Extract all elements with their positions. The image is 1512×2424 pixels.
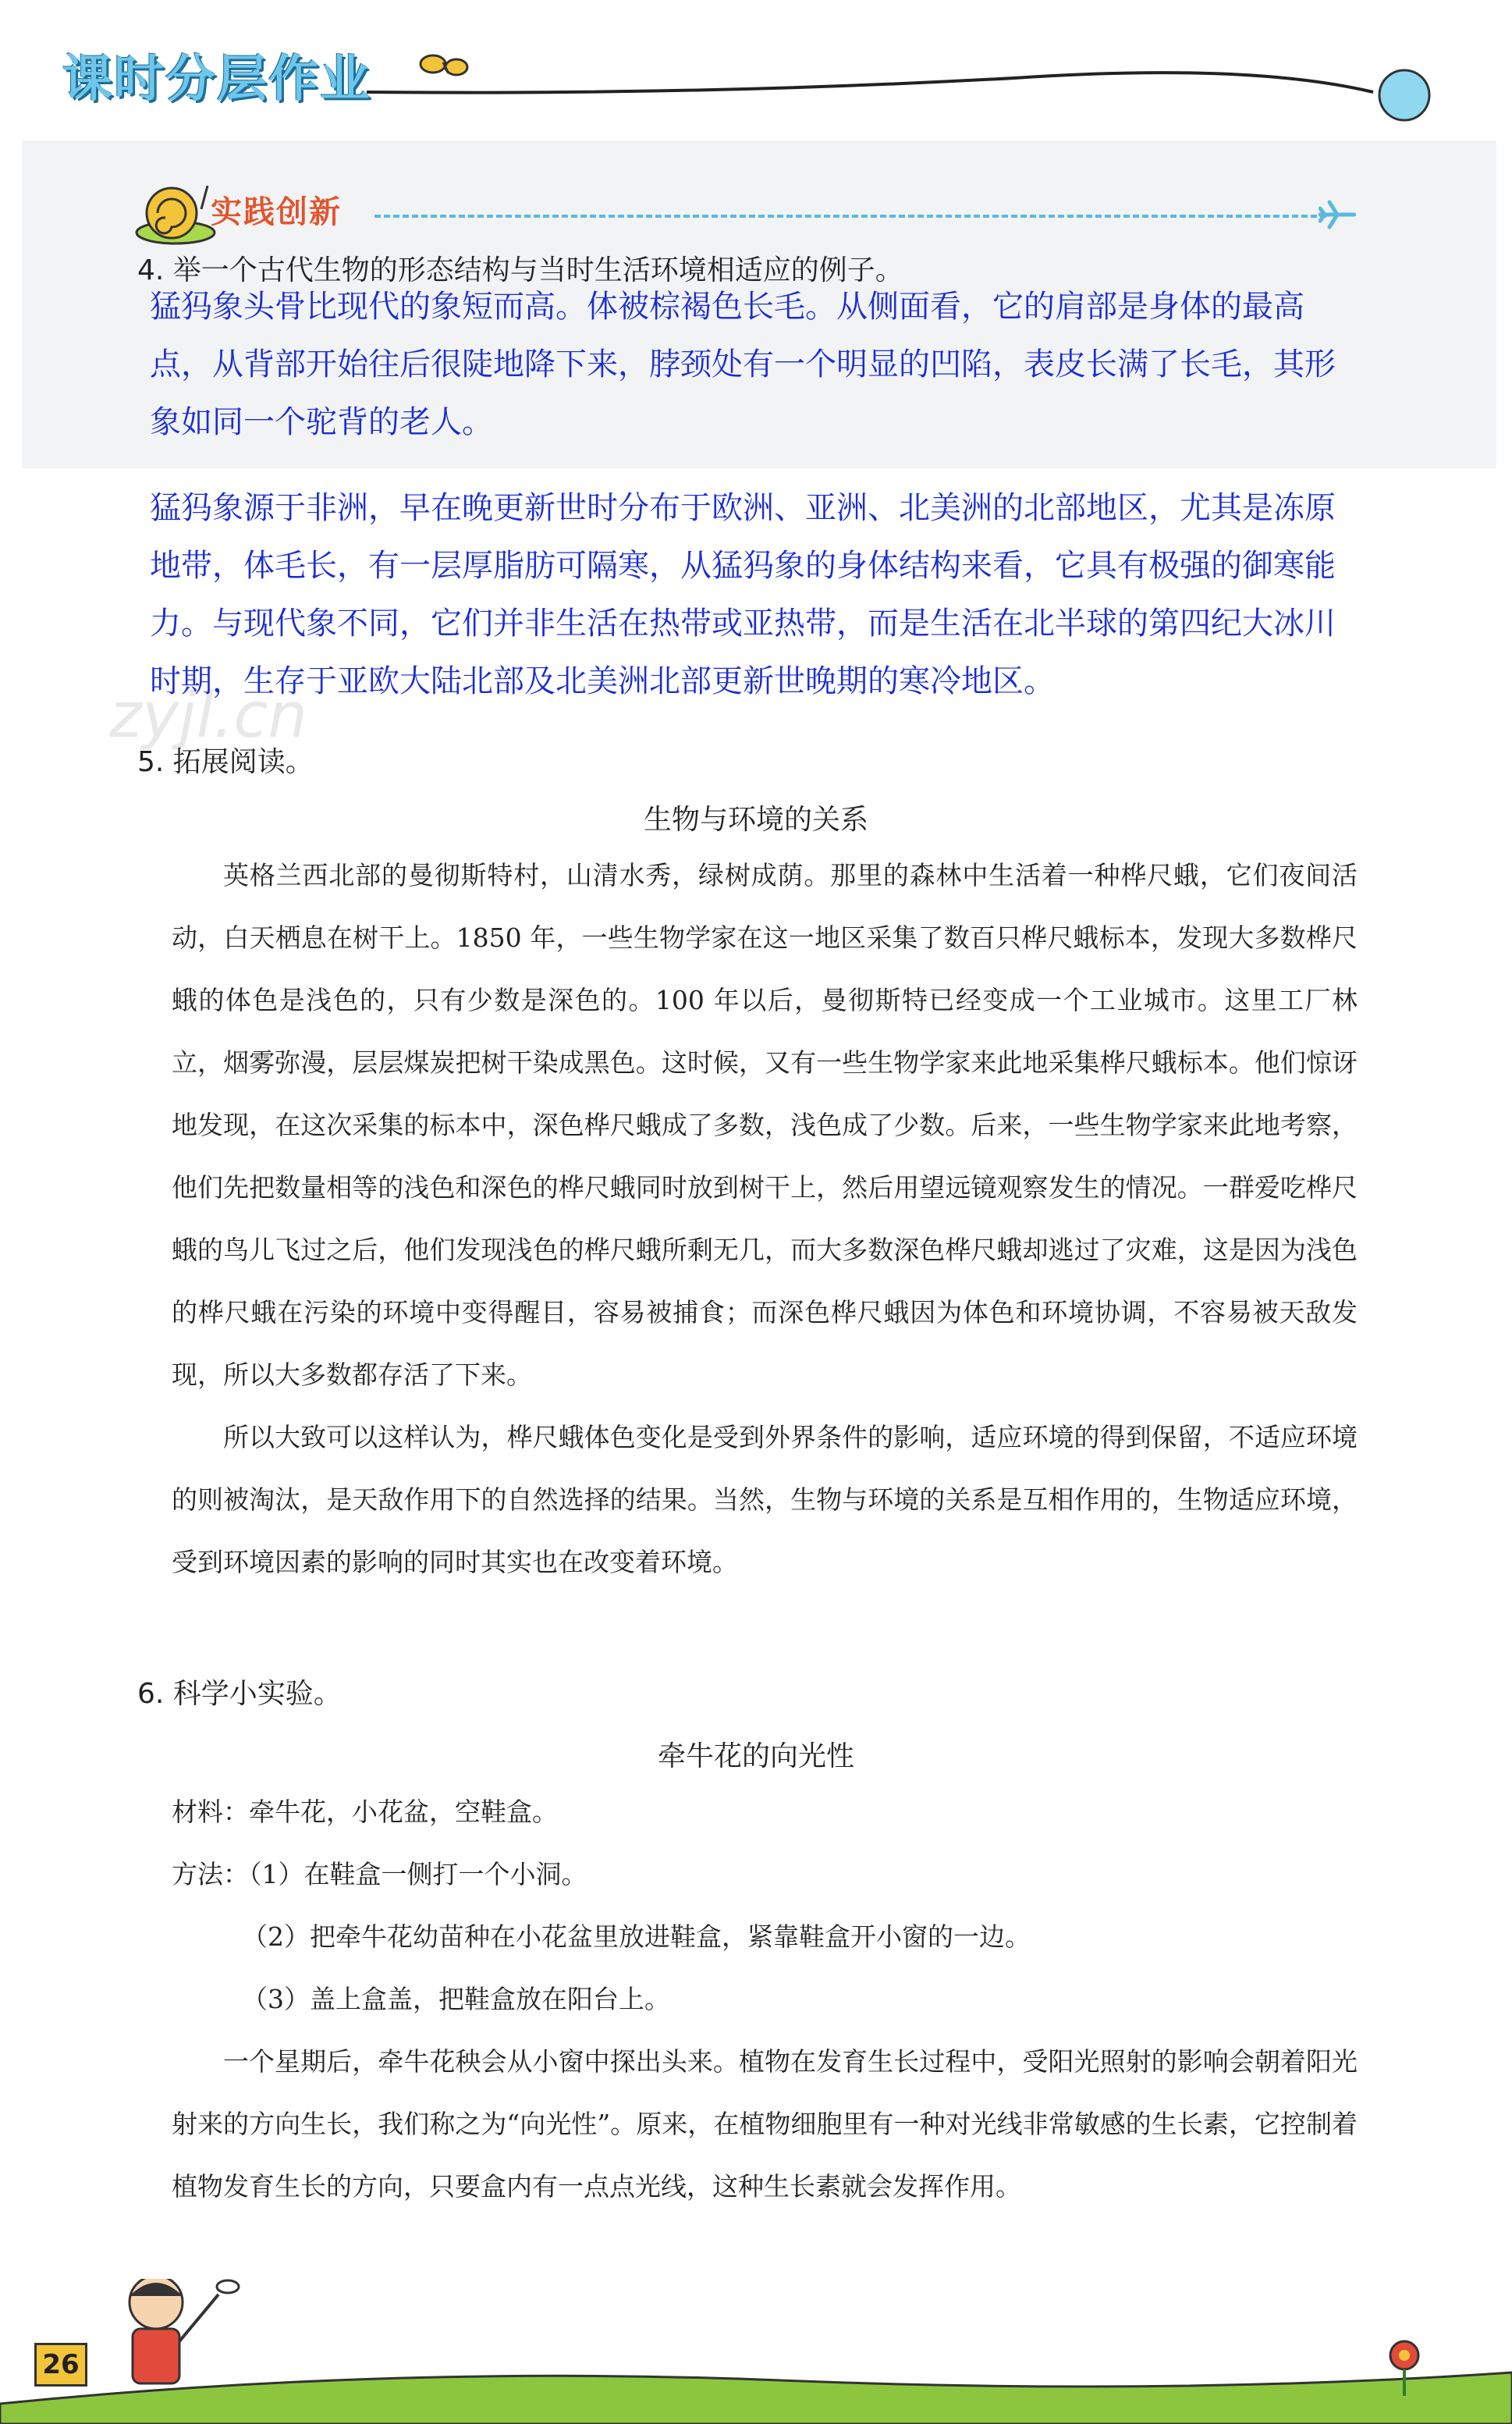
answer-4-part-1: 猛犸象头骨比现代的象短而高。体被棕褐色长毛。从侧面看，它的肩部是身体的最高点，从背部开始往后很陡地降下来，脖颈处有一个明显的凹陷，表皮长满了长毛，其形象如同一个驼背的老人。 — [150, 289, 1336, 440]
experiment-conclusion: 一个星期后，牵牛花秧会从小窗中探出头来。植物在发育生长过程中，受阳光照射的影响会朝着阳光射来的方向生长，我们称之为“向光性”。原来，在植物细胞里有一种对光线非常敏感的生长素，它控制着植物发育生长的方向，只要盒内有一点点光线，这种生长素就会发挥作用。 — [172, 2046, 1358, 2202]
footer-decoration — [0, 2279, 1512, 2424]
experiment-body — [172, 1781, 1358, 2218]
section-divider — [374, 215, 1326, 218]
experiment-method-1: 方法：（1）在鞋盒一侧打一个小洞。 — [172, 1859, 587, 1889]
butterfly-icon — [421, 55, 467, 75]
question-4: 4. 举一个古代生物的形态结构与当时生活环境相适应的例子。 — [137, 254, 903, 286]
reading-paragraph-2: 所以大致可以这样认为，桦尺蛾体色变化是受到外界条件的影响，适应环境的得到保留，不适应环境的则被淘汰，是天敌作用下的自然选择的结果。当然，生物与环境的关系是互相作用的，生物适应环境，受到环境因素的影响的同时其实也在改变着环境。 — [172, 1422, 1358, 1577]
header-title: 课时分层作业 — [62, 51, 371, 108]
watermark: zyjl.cn — [109, 679, 307, 752]
experiment-method-2: （2）把牵牛花幼苗种在小花盆里放进鞋盒，紧靠鞋盒开小窗的一边。 — [242, 1921, 1031, 1952]
reading-paragraph-1: 英格兰西北部的曼彻斯特村，山清水秀，绿树成荫。那里的森林中生活着一种桦尺蛾，它们夜间活动，白天栖息在树干上。1850 年，一些生物学家在这一地区采集了数百只桦尺蛾标本，发现大多数桦尺蛾的体色是浅色的，只有少数是深色的。100 年以后，曼彻斯特已经变成一个工业城市。这里工厂林立，烟雾弥漫，层层煤炭把树干染成黑色。这时候，又有一些生物学家来此地采集桦尺蛾标本。他们惊讶地发现，在这次采集的标本中，深色桦尺蛾成了多数，浅色成了少数。后来，一些生物学家来此地考察，他们先把数量相等的浅色和深色的桦尺蛾同时放到树干上，然后用望远镜观察发生的情况。一群爱吃桦尺蛾的鸟儿飞过之后，他们发现浅色的桦尺蛾所剩无几，而大多数深色桦尺蛾却逃过了灾难，这是因为浅色的桦尺蛾在污染的环境中变得醒目，容易被捕食；而深色桦尺蛾因为体色和环境协调，不容易被天敌发现，所以大多数都存活了下来。 — [172, 860, 1358, 1390]
boy-illustration — [130, 2279, 239, 2383]
section-label: 实践创新 — [211, 194, 342, 230]
experiment-title: 牵牛花的向光性 — [657, 1740, 854, 1772]
page-number: 26 — [34, 2343, 87, 2387]
snail-icon — [133, 170, 218, 248]
experiment-method-3: （3）盖上盒盖，把鞋盒放在阳台上。 — [242, 1984, 670, 2014]
experiment-materials: 材料：牵牛花，小花盆，空鞋盒。 — [172, 1797, 558, 1827]
reading-title: 生物与环境的关系 — [643, 804, 868, 836]
question-5: 5. 拓展阅读。 — [137, 746, 314, 778]
reading-body — [172, 844, 1358, 1594]
airplane-icon — [1319, 199, 1356, 230]
question-6: 6. 科学小实验。 — [137, 1678, 342, 1710]
answer-4-part-2: 猛犸象源于非洲，早在晚更新世时分布于欧洲、亚洲、北美洲的北部地区，尤其是冻原地带，体毛长，有一层厚脂肪可隔寒，从猛犸象的身体结构来看，它具有极强的御寒能力。与现代象不同，它们并非生活在热带或亚热带，而是生活在北半球的第四纪大冰川时期，生存于亚欧大陆北部及北美洲北部更新世晚期的寒冷地区。 — [150, 490, 1336, 699]
